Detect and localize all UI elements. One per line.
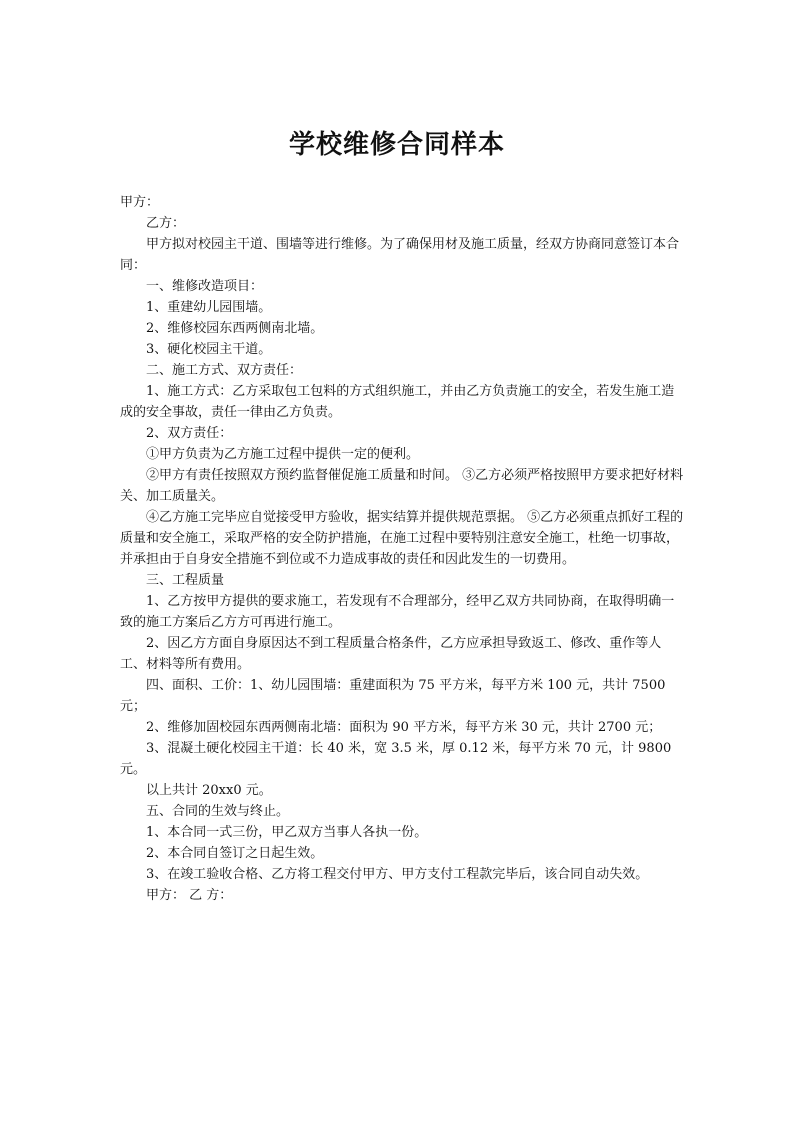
- paragraph: 1、重建幼儿园围墙。: [146, 300, 272, 315]
- paragraph: 以上共计 20xx0 元。: [146, 783, 272, 798]
- section-heading: 四、面积、工价：1、幼儿园围墙：重建面积为 75 平方米，每平方米 100 元，共计 7500 元；: [120, 678, 666, 714]
- paragraph: 1、施工方式：乙方采取包工包料的方式组织施工，并由乙方负责施工的安全，若发生施工造成的安全事故，责任一律由乙方负责。: [120, 384, 675, 420]
- section-heading: 二、施工方式、双方责任：: [146, 363, 303, 378]
- paragraph: ④乙方施工完毕应自觉接受甲方验收，据实结算并提供规范票据。 ⑤乙方必须重点抓好工程的质量和安全施工，采取严格的安全防护措施，在施工过程中要特别注意安全施工，杜绝一切事故，并承担由于自身安全措施不到位或不力造成事故的责任和因此发生的一切费用。: [120, 510, 684, 567]
- document-title: 学校维修合同样本: [288, 130, 505, 160]
- paragraph: 2、维修校园东西两侧南北墙。: [146, 321, 324, 336]
- paragraph: ①甲方负责为乙方施工过程中提供一定的便利。: [146, 447, 420, 462]
- signature-line: 甲方： 乙 方：: [146, 888, 233, 903]
- paragraph: 1、本合同一式三份，甲乙双方当事人各执一份。: [146, 825, 428, 840]
- paragraph: 3、混凝土硬化校园主干道：长 40 米，宽 3.5 米，厚 0.12 米，每平方米 70 元，计 9800 元。: [120, 741, 672, 777]
- paragraph: 2、维修加固校园东西两侧南北墙：面积为 90 平方米，每平方米 30 元，共计 2700 元；: [146, 720, 662, 735]
- paragraph: 3、在竣工验收合格、乙方将工程交付甲方、甲方支付工程款完毕后，该合同自动失效。: [146, 867, 649, 882]
- paragraph: 2、本合同自签订之日起生效。: [146, 846, 324, 861]
- paragraph: 2、因乙方方面自身原因达不到工程质量合格条件，乙方应承担导致返工、修改、重作等人工、材料等所有费用。: [120, 636, 662, 672]
- paragraph: ②甲方有责任按照双方预约监督催促施工质量和时间。 ③乙方必须严格按照甲方要求把好材料关、加工质量关。: [120, 468, 684, 504]
- paragraph: 1、乙方按甲方提供的要求施工，若发现有不合理部分，经甲乙双方共同协商，在取得明确一致的施工方案后乙方方可再进行施工。: [120, 594, 675, 630]
- document-body: [120, 192, 686, 906]
- section-heading: 三、工程质量: [146, 573, 225, 588]
- contract-intro: 甲方拟对校园主干道、围墙等进行维修。为了确保用材及施工质量，经双方协商同意签订本合同：: [120, 237, 680, 273]
- party-b-label: 乙方：: [146, 216, 186, 231]
- section-heading: 一、维修改造项目：: [146, 279, 264, 294]
- section-heading: 五、合同的生效与终止。: [146, 804, 290, 819]
- paragraph: 3、硬化校园主干道。: [146, 342, 272, 357]
- paragraph: 2、双方责任：: [146, 426, 233, 441]
- party-a-label: 甲方：: [120, 195, 160, 210]
